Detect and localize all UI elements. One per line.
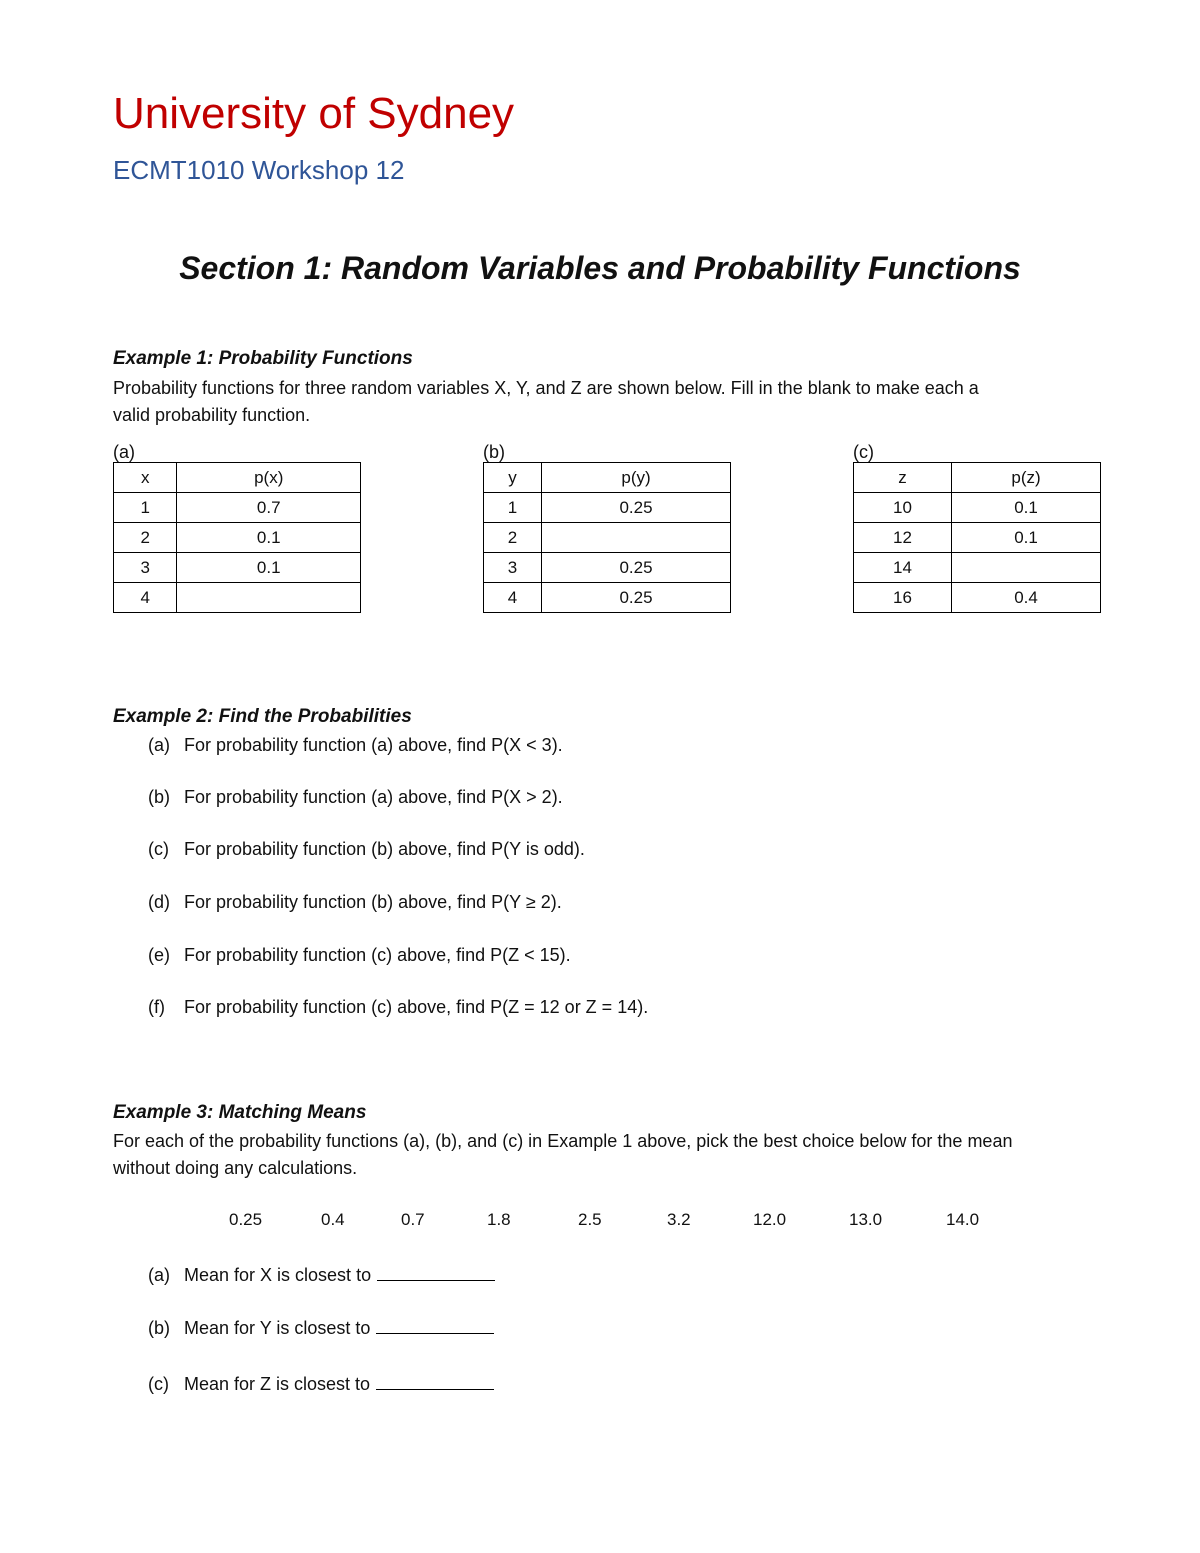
probability-table-c xyxy=(853,462,1101,613)
table-header-var: y xyxy=(484,463,542,493)
table-row xyxy=(114,523,361,553)
table-cell-prob: 0.25 xyxy=(542,583,731,613)
table-cell-prob-blank xyxy=(542,523,731,553)
table-cell-value: 3 xyxy=(484,553,542,583)
table-a-label: (a) xyxy=(113,442,135,462)
example3-text-line1: For each of the probability functions (a), (b), and (c) in Example 1 above, pick the best choice below for the mean xyxy=(113,1131,1013,1151)
table-cell-value: 2 xyxy=(114,523,177,553)
table-row xyxy=(114,493,361,523)
section-title: Section 1: Random Variables and Probability Functions xyxy=(179,250,1021,286)
table-header-var: x xyxy=(114,463,177,493)
example2-question-f xyxy=(148,998,648,1016)
question-text: For probability function (b) above, find P(Y ≥ 2). xyxy=(184,892,562,912)
table-c-label: (c) xyxy=(853,442,874,462)
table-cell-value: 16 xyxy=(854,583,952,613)
table-cell-prob: 0.1 xyxy=(952,523,1101,553)
table-row xyxy=(854,493,1101,523)
table-cell-value: 4 xyxy=(484,583,542,613)
question-label: (e) xyxy=(148,945,170,965)
example2-question-b xyxy=(148,788,563,806)
table-cell-value: 2 xyxy=(484,523,542,553)
table-cell-value: 12 xyxy=(854,523,952,553)
example3-question-b xyxy=(148,1317,494,1337)
choice-value: 13.0 xyxy=(849,1210,883,1229)
question-label: (c) xyxy=(148,839,169,859)
table-header-var: z xyxy=(854,463,952,493)
example1-text-line1: Probability functions for three random variables X, Y, and Z are shown below. Fill in the blank to make each a xyxy=(113,378,979,398)
table-cell-value: 10 xyxy=(854,493,952,523)
example2-question-e xyxy=(148,946,571,964)
table-cell-prob: 0.1 xyxy=(177,523,361,553)
example2-question-d xyxy=(148,893,562,911)
probability-table-a xyxy=(113,462,361,613)
table-cell-value: 1 xyxy=(484,493,542,523)
example2-question-a xyxy=(148,736,563,754)
table-header-row xyxy=(854,463,1101,493)
table-cell-prob-blank xyxy=(177,583,361,613)
choice-value: 2.5 xyxy=(578,1210,602,1229)
table-header-row xyxy=(484,463,731,493)
answer-blank[interactable] xyxy=(377,1264,495,1281)
example2-title: Example 2: Find the Probabilities xyxy=(113,706,412,727)
table-row xyxy=(484,493,731,523)
course-title: ECMT1010 Workshop 12 xyxy=(113,155,405,185)
table-cell-prob: 0.25 xyxy=(542,493,731,523)
example3-text-line2: without doing any calculations. xyxy=(113,1158,358,1178)
example1-title: Example 1: Probability Functions xyxy=(113,348,413,369)
question-text: Mean for Z is closest to xyxy=(184,1374,371,1394)
table-cell-prob: 0.1 xyxy=(177,553,361,583)
probability-table-b xyxy=(483,462,731,613)
question-text: For probability function (a) above, find P(X < 3). xyxy=(184,735,563,755)
choice-value: 14.0 xyxy=(946,1210,980,1229)
table-row xyxy=(854,583,1101,613)
choice-value: 3.2 xyxy=(667,1210,691,1229)
question-text: For probability function (b) above, find P(Y is odd). xyxy=(184,839,585,859)
table-row xyxy=(854,553,1101,583)
question-text: Mean for X is closest to xyxy=(184,1265,372,1285)
question-text: For probability function (a) above, find P(X > 2). xyxy=(184,787,563,807)
table-row xyxy=(484,523,731,553)
table-cell-prob: 0.1 xyxy=(952,493,1101,523)
table-cell-value: 4 xyxy=(114,583,177,613)
table-cell-prob: 0.4 xyxy=(952,583,1101,613)
table-b-label: (b) xyxy=(483,442,505,462)
question-label: (b) xyxy=(148,1318,170,1338)
example3-question-a xyxy=(148,1264,495,1284)
question-text: For probability function (c) above, find P(Z < 15). xyxy=(184,945,571,965)
question-text: Mean for Y is closest to xyxy=(184,1318,371,1338)
question-text: For probability function (c) above, find P(Z = 12 or Z = 14). xyxy=(184,997,649,1017)
answer-blank[interactable] xyxy=(376,1317,494,1334)
table-cell-prob-blank xyxy=(952,553,1101,583)
table-row xyxy=(114,583,361,613)
example3-title: Example 3: Matching Means xyxy=(113,1102,367,1123)
table-header-prob: p(z) xyxy=(952,463,1101,493)
table-row xyxy=(484,553,731,583)
table-cell-value: 3 xyxy=(114,553,177,583)
university-title: University of Sydney xyxy=(113,89,515,138)
table-cell-prob: 0.7 xyxy=(177,493,361,523)
example2-question-c xyxy=(148,840,585,858)
example1-text-line2: valid probability function. xyxy=(113,405,311,425)
choice-value: 0.25 xyxy=(229,1210,263,1229)
question-label: (d) xyxy=(148,892,170,912)
question-label: (a) xyxy=(148,1265,170,1285)
answer-blank[interactable] xyxy=(376,1373,494,1390)
table-row xyxy=(484,583,731,613)
table-cell-value: 14 xyxy=(854,553,952,583)
question-label: (a) xyxy=(148,735,170,755)
question-label: (b) xyxy=(148,787,170,807)
choice-value: 0.7 xyxy=(401,1210,425,1229)
table-row xyxy=(114,553,361,583)
choice-value: 1.8 xyxy=(487,1210,511,1229)
question-label: (c) xyxy=(148,1374,169,1394)
table-header-prob: p(x) xyxy=(177,463,361,493)
table-cell-prob: 0.25 xyxy=(542,553,731,583)
choice-value: 0.4 xyxy=(321,1210,345,1229)
example3-question-c xyxy=(148,1373,494,1393)
table-row xyxy=(854,523,1101,553)
table-cell-value: 1 xyxy=(114,493,177,523)
table-header-row xyxy=(114,463,361,493)
table-header-prob: p(y) xyxy=(542,463,731,493)
question-label: (f) xyxy=(148,997,165,1017)
choice-value: 12.0 xyxy=(753,1210,787,1229)
